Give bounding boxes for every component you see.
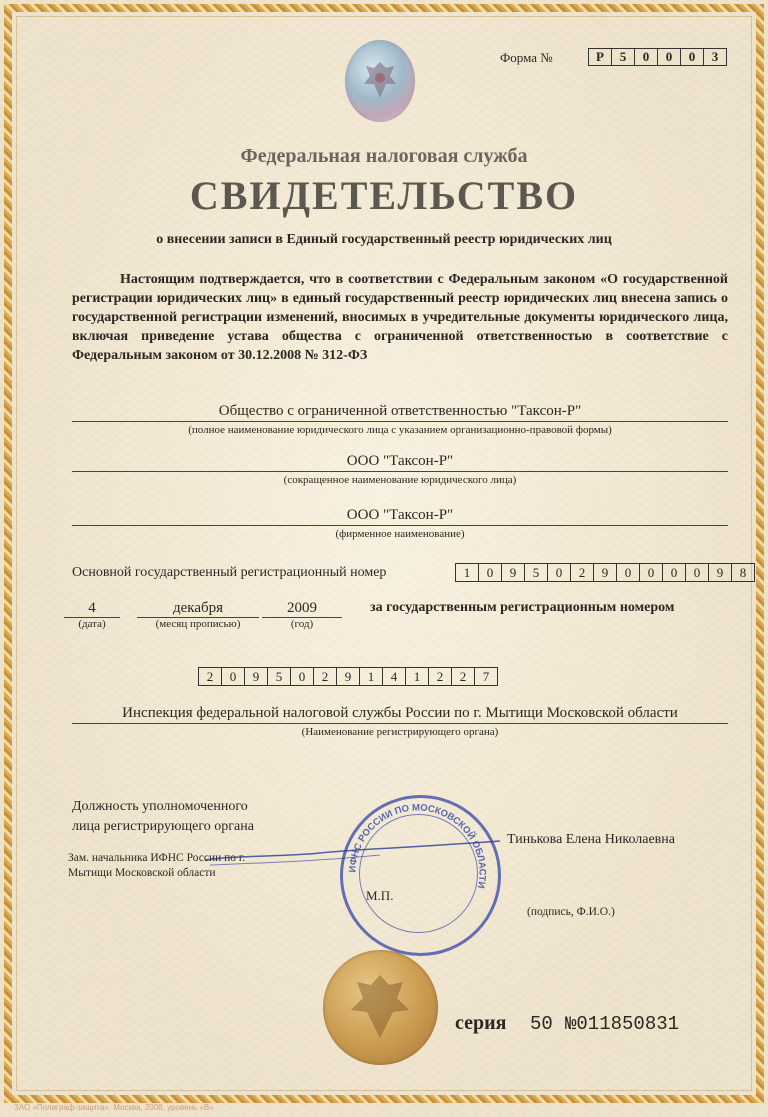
document-subtitle: о внесении записи в Единый государственный реестр юридических лиц (156, 232, 612, 247)
brand-name-line (72, 525, 728, 526)
ogrn-digit: 0 (479, 564, 502, 581)
full-name-line (72, 421, 728, 422)
document-title: СВИДЕТЕЛЬСТВО (189, 173, 579, 218)
authority-value: Инспекция федеральной налоговой службы России по г. Мытищи Московской области (122, 705, 678, 721)
printer-footer: ЗАО «Полиграф-защита», Москва, 2008, уровень «В» (14, 1103, 214, 1112)
body-text: Настоящим подтверждается, что в соответствии с Федеральным законом «О государственной регистрации юридических лиц» в единый государственный реестр юридических лиц внесена запись о государственной регистрации изменений, вносимых в учредительные документы юридического лица, включая приведение устава общества с ограниченной ответственностью в соответствие с Федеральным законом от 30.12.2008 № 312-ФЗ (72, 272, 728, 363)
form-digit: 0 (635, 49, 658, 65)
date-year-value: 2009 (262, 600, 342, 618)
date-day-caption: (дата) (78, 618, 106, 630)
full-name-value: Общество с ограниченной ответственностью "Таксон-Р" (218, 403, 582, 419)
agency-name: Федеральная налоговая служба (240, 145, 528, 167)
grn-digit: 2 (452, 668, 475, 685)
grn-digit: 0 (291, 668, 314, 685)
ogrn-digit: 0 (617, 564, 640, 581)
series-label: серия (455, 1012, 507, 1034)
series-number: 50 (530, 1013, 553, 1035)
position-value-line2: Мытищи Московской области (68, 867, 216, 879)
authority-caption: (Наименование регистрирующего органа) (301, 726, 499, 738)
grn-digit: 2 (314, 668, 337, 685)
gold-seal-icon (323, 950, 438, 1065)
ogrn-digit: 0 (548, 564, 571, 581)
full-name-caption: (полное наименование юридического лица с указанием организационно-правовой формы) (188, 424, 612, 436)
brand-name-caption: (фирменное наименование) (335, 528, 465, 540)
grn-digit: 0 (222, 668, 245, 685)
ogrn-digit: 0 (640, 564, 663, 581)
form-number-boxes (588, 48, 727, 66)
grn-digit: 2 (199, 668, 222, 685)
ogrn-digit: 2 (571, 564, 594, 581)
short-name-line (72, 471, 728, 472)
mp-label: М.П. (366, 888, 394, 903)
ogrn-digit: 9 (709, 564, 732, 581)
position-value-line1: Зам. начальника ИФНС России по г. (68, 852, 246, 864)
hologram-emblem-icon (345, 40, 415, 122)
grn-digit: 7 (482, 669, 490, 684)
date-day-value: 4 (64, 600, 120, 618)
date-year-block (262, 600, 342, 630)
position-label-line2: лица регистрирующего органа (72, 819, 254, 834)
stamp-text: ИФНС РОССИИ ПО МОСКОВСКОЙ ОБЛАСТИ (347, 802, 488, 890)
grn-digit: 1 (360, 668, 383, 685)
date-month-value: декабря (137, 600, 259, 618)
date-month-caption: (месяц прописью) (155, 618, 241, 630)
grn-boxes (198, 667, 498, 686)
grn-digit: 2 (429, 668, 452, 685)
date-day-block (64, 600, 120, 630)
serial-number: №011850831 (565, 1013, 680, 1035)
grn-digit: 4 (383, 668, 406, 685)
form-number-label: Форма № (500, 50, 553, 65)
ogrn-digit: 5 (525, 564, 548, 581)
ogrn-digit: 8 (739, 565, 747, 580)
signature-caption: (подпись, Ф.И.О.) (527, 906, 615, 918)
ogrn-boxes (455, 563, 755, 582)
grn-digit: 5 (268, 668, 291, 685)
ogrn-digit: 0 (686, 564, 709, 581)
authority-line (72, 723, 728, 724)
ogrn-digit: 0 (663, 564, 686, 581)
official-stamp (340, 795, 501, 956)
short-name-value: ООО "Таксон-Р" (346, 453, 454, 469)
reg-number-label: за государственным регистрационным номером (370, 600, 675, 615)
grn-digit: 9 (337, 668, 360, 685)
ogrn-digit: 9 (502, 564, 525, 581)
grn-digit: 1 (406, 668, 429, 685)
form-digit: 3 (711, 49, 719, 64)
signer-name: Тинькова Елена Николаевна (507, 832, 675, 847)
position-label-line1: Должность уполномоченного (72, 799, 248, 814)
short-name-caption: (сокращенное наименование юридического лица) (283, 474, 517, 486)
form-digit: Р (589, 49, 612, 65)
grn-digit: 9 (245, 668, 268, 685)
position-label (72, 797, 254, 837)
date-year-caption: (год) (290, 618, 314, 630)
signature-scribble (200, 835, 510, 875)
brand-name-value: ООО "Таксон-Р" (346, 507, 454, 523)
form-digit: 0 (658, 49, 681, 65)
form-digit: 5 (612, 49, 635, 65)
ogrn-digit: 1 (456, 564, 479, 581)
date-month-block (137, 600, 259, 630)
form-digit: 0 (681, 49, 704, 65)
ogrn-label: Основной государственный регистрационный номер (72, 565, 387, 580)
ogrn-digit: 9 (594, 564, 617, 581)
